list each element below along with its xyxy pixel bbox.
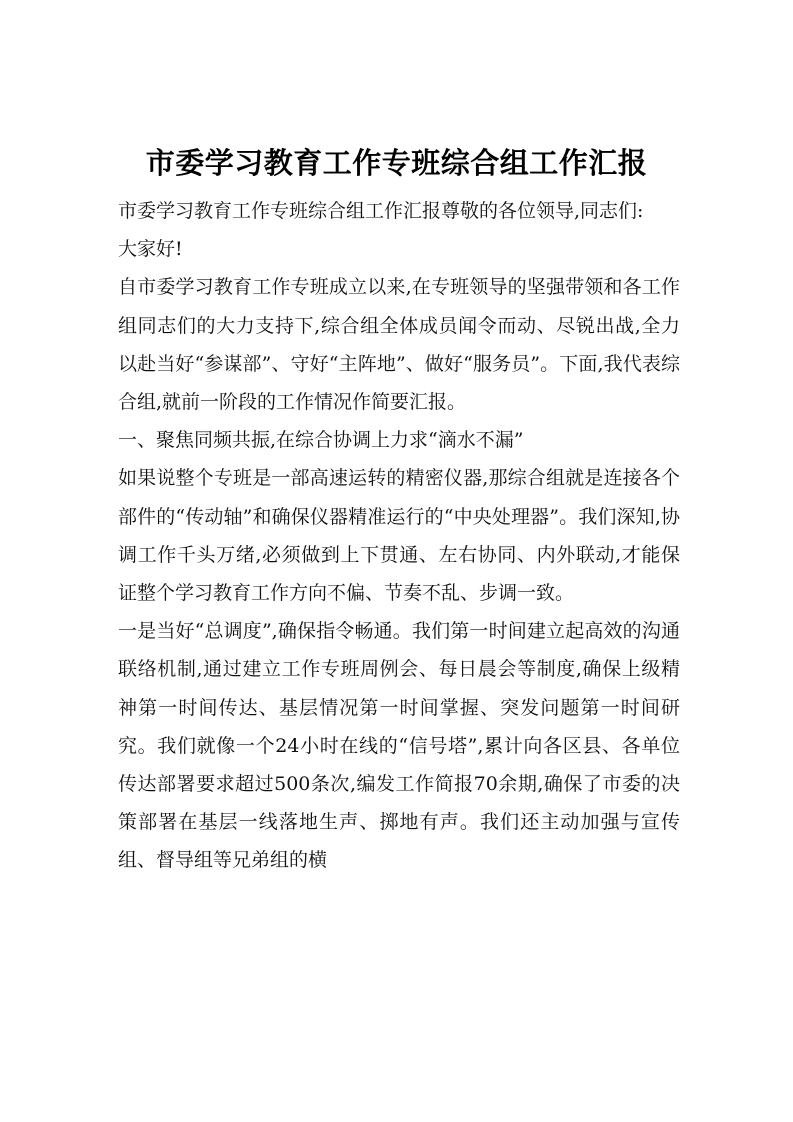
paragraph-greeting: 大家好! [118, 238, 183, 261]
section-heading-1: 一、聚焦同频共振,在综合协调上力求“滴水不漏” [118, 429, 524, 452]
paragraph-point-1: 一是当好“总调度”,确保指令畅通。我们第一时间建立起高效的沟通联络机制,通过建立工作专班周例会、每日晨会等制度,确保上级精神第一时间传达、基层情况第一时间掌握、突发问题第一时间研究。我们就像一个24小时在线的“信号塔”,累计向各区县、各单位传达部署要求超过500条次,编发工作简报70余期,确保了市委的决策部署在基层一线落地生声、掷地有声。我们还主动加强与宣传组、督导组等兄弟组的横 [118, 620, 680, 872]
document-body [118, 192, 680, 880]
document-title: 市委学习教育工作专班综合组工作汇报 [145, 146, 648, 181]
paragraph-section-1-intro: 如果说整个专班是一部高速运转的精密仪器,那综合组就是连接各个部件的“传动轴”和确保仪器精准运行的“中央处理器”。我们深知,协调工作千头万绪,必须做到上下贯通、左右协同、内外联动,才能保证整个学习教育工作方向不偏、节奏不乱、步调一致。 [118, 467, 680, 605]
paragraph-salutation: 市委学习教育工作专班综合组工作汇报尊敬的各位领导,同志们: [118, 200, 644, 222]
paragraph-intro: 自市委学习教育工作专班成立以来,在专班领导的坚强带领和各工作组同志们的大力支持下,综合组全体成员闻令而动、尽锐出战,全力以赴当好“参谋部”、守好“主阵地”、做好“服务员”。下面,我代表综合组,就前一阶段的工作情况作简要汇报。 [118, 276, 680, 414]
